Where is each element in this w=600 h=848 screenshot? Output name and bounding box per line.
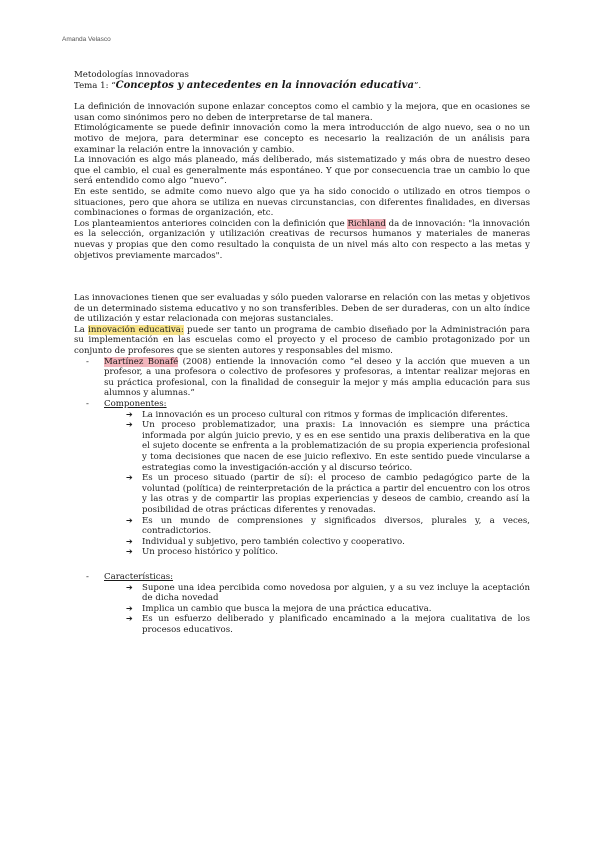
tema-title: Conceptos y antecedentes en la innovación educativa <box>115 79 414 91</box>
arrow-icon: ➔ <box>126 409 133 419</box>
bonafe-text: (2008) entiende la innovación como “el deseo y la acción que mueven a un profesor, a una profesora o colectivo de profesores y profesoras, a intentar realizar mejoras en su práctica profesional, con la finalidad de conseguir la mejor y más amplia educación para sus alumnos y alumnas.” <box>104 356 531 399</box>
tema-prefix: Tema 1: “ <box>74 80 116 91</box>
list-item <box>74 583 530 604</box>
list-item <box>74 516 530 537</box>
arrow-icon: ➔ <box>126 614 133 624</box>
paragraph-etimologia: Etimológicamente se puede definir innovación como la mera introducción de algo nuevo, sea o no un motivo de mejora, para determinar ese concepto es necesario la realización de un análisis para examinar la relación entre la innovación y cambio. <box>74 123 530 155</box>
list-item-text: Es un mundo de comprensiones y significados diversos, plurales y, a veces, contradictorios. <box>142 515 530 537</box>
list-item-text: Un proceso histórico y político. <box>142 547 278 558</box>
highlight-innovacion-educativa: innovación educativa: <box>88 324 184 335</box>
list-item <box>74 410 530 421</box>
text-segment: puede ser tanto un programa de cambio diseñado por la Administración para su implementación en las escuelas como el proyecto y el proceso de cambio protagonizado por un conjunto de profesores que se sienten autores y responsables del mismo. <box>74 324 530 357</box>
list-item-text: La innovación es un proceso cultural con ritmos y formas de implicación diferentes. <box>142 409 508 420</box>
list-item-text: Es un proceso situado (partir de sí): el proceso de cambio pedagógico parte de la voluntad (política) de reinterpretación de la práctica a partir del encuentro con los otros y las otras y de compartir las propias experiencias y deseos de cambio, creando así la posibilidad de otras prácticas diferentes y renovadas. <box>142 473 530 515</box>
paragraph-sentido: En este sentido, se admite como nuevo algo que ya ha sido conocido o utilizado en otros tiempos o situaciones, pero que ahora se utiliza en nuevas circunstancias, con diferentes finalidades, en diversas combinaciones o formas de organización, etc. <box>74 186 530 219</box>
list-item <box>74 473 530 515</box>
caracteristicas-list <box>74 583 530 636</box>
dash-bullet: - <box>86 571 89 582</box>
list-item-caracteristicas <box>74 572 530 583</box>
list-item-bonafe <box>74 357 530 399</box>
paragraph-definicion: La definición de innovación supone enlazar conceptos como el cambio y la mejora, que en ocasiones se usan como sinónimos pero no deben de interpretarse de tal manera. <box>74 102 530 123</box>
componentes-list <box>74 410 530 558</box>
list-item-text: Un proceso problematizador, una praxis: La innovación es siempre una práctica informada por algún juicio previo, y es en ese sentido una praxis deliberativa en la que el sujeto docente se enfrenta a la problematización de su propia experiencia profesional y toma decisiones que nacen de ese juicio reflexivo. En este sentido puede vincularse a estrategias como la investigación-acción y al discurso teórico. <box>142 420 530 473</box>
highlight-bonafe: Martínez Bonafé <box>104 356 179 367</box>
page-header-author: Amanda Velasco <box>62 36 111 43</box>
tema-suffix: ”. <box>413 80 422 91</box>
list-item-text: Implica un cambio que busca la mejora de una práctica educativa. <box>142 603 432 614</box>
arrow-icon: ➔ <box>126 603 133 613</box>
arrow-icon: ➔ <box>126 547 133 557</box>
list-item-componentes <box>74 399 530 410</box>
paragraph-innovacion-educativa <box>74 325 530 357</box>
list-item <box>74 537 530 548</box>
paragraph-richland <box>74 219 530 261</box>
list-item <box>74 420 530 473</box>
text-segment: da de innovación: "la innovación es la selección, organización y utilización creativas de recursos humanos y materiales de maneras nuevas y propias que den como resultado la conquista de un nivel más alto con respecto a las metas y objetivos previamente marcados". <box>74 218 531 261</box>
document-body <box>74 70 530 636</box>
list-item-text: Es un esfuerzo deliberado y planificado encaminado a la mejora cualitativa de los procesos educativos. <box>142 614 530 635</box>
text-segment: La <box>74 324 89 335</box>
arrow-icon: ➔ <box>126 582 133 592</box>
list-item <box>74 547 530 558</box>
list-item <box>74 614 530 635</box>
tema-heading <box>74 81 530 92</box>
arrow-icon: ➔ <box>126 536 133 546</box>
paragraph-planeado: La innovación es algo más planeado, más deliberado, más sistematizado y más obra de nuestro deseo que el cambio, el cual es generalmente más espontáneo. Y que por consecuencia trae un cambio lo que será entendido como algo “nuevo”. <box>74 155 530 187</box>
arrow-icon: ➔ <box>126 420 133 430</box>
list-item-text: Supone una idea percibida como novedosa por alguien, y a su vez incluye la aceptación de dicha novedad <box>142 582 530 604</box>
dash-bullet: - <box>86 356 89 367</box>
subject-title: Metodologías innovadoras <box>74 70 189 80</box>
caracteristicas-label: Características: <box>104 571 173 582</box>
highlight-richland: Richland <box>347 218 386 229</box>
list-item <box>74 604 530 615</box>
list-item-text: Individual y subjetivo, pero también colectivo y cooperativo. <box>142 536 405 547</box>
dash-bullet: - <box>86 399 89 410</box>
componentes-label: Componentes: <box>104 399 167 410</box>
arrow-icon: ➔ <box>126 515 133 525</box>
text-segment: Los planteamientos anteriores coinciden con la definición que <box>74 218 348 229</box>
paragraph-evaluadas: Las innovaciones tienen que ser evaluadas y sólo pueden valorarse en relación con las metas y objetivos de un determinado sistema educativo y no son transferibles. Deben de ser duraderas, con un alto índice de utilización y estar relacionada con mejoras sustanciales. <box>74 293 530 325</box>
arrow-icon: ➔ <box>126 473 133 483</box>
